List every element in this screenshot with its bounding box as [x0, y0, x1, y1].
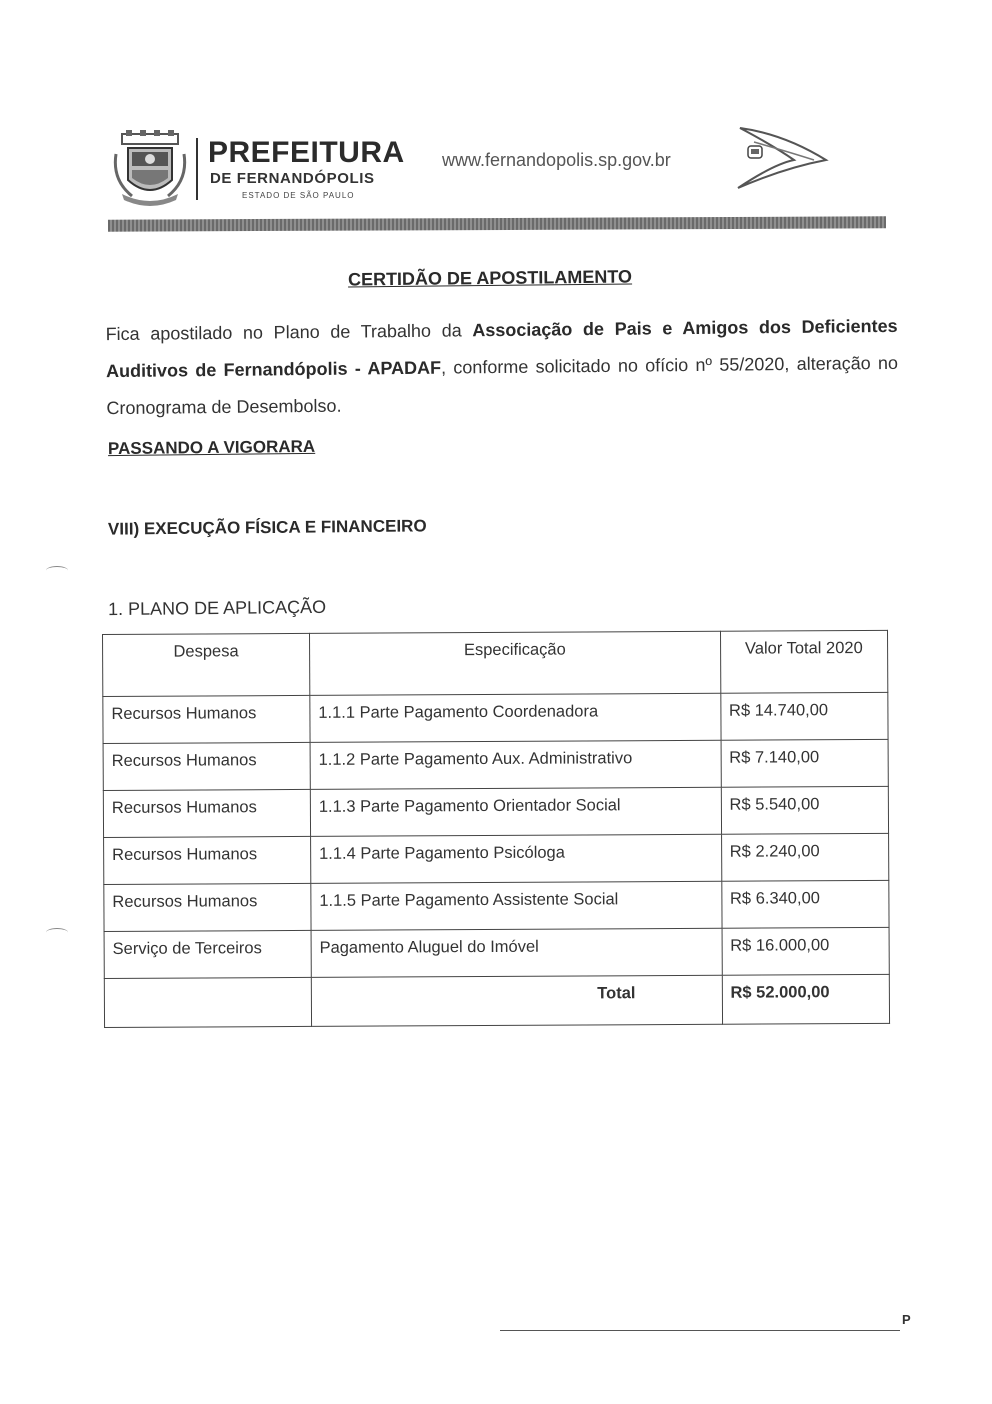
cell-despesa: Recursos Humanos [103, 789, 310, 837]
paragraph-rest: , conforme solicitado no ofício nº 55/2020, alteração no Cronograma de Desembolso. [106, 352, 899, 419]
cell-especificacao: 1.1.1 Parte Pagamento Coordenadora [310, 693, 721, 742]
cell-empty [104, 977, 311, 1027]
plan-heading: 1. PLANO DE APLICAÇÃO [107, 596, 327, 620]
cell-valor: R$ 16.000,00 [722, 927, 890, 975]
cell-valor: R$ 6.340,00 [721, 880, 889, 928]
cell-despesa: Recursos Humanos [104, 883, 311, 931]
table-row [104, 927, 889, 978]
cell-despesa: Recursos Humanos [104, 836, 311, 884]
cell-especificacao: 1.1.4 Parte Pagamento Psicóloga [310, 834, 721, 883]
cell-despesa: Serviço de Terceiros [104, 930, 311, 978]
margin-mark [46, 566, 68, 575]
column-header-especificacao: Especificação [309, 631, 720, 695]
cell-especificacao: 1.1.5 Parte Pagamento Assistente Social [311, 881, 722, 930]
arrow-logo-icon [734, 124, 830, 194]
cell-despesa: Recursos Humanos [103, 742, 310, 790]
document-title: CERTIDÃO DE APOSTILAMENTO [347, 266, 633, 290]
cell-despesa: Recursos Humanos [103, 695, 310, 743]
application-plan-table [102, 630, 890, 1028]
footer-mark: P [902, 1312, 911, 1327]
total-label: Total [311, 975, 722, 1026]
cell-especificacao: Pagamento Aluguel do Imóvel [311, 928, 722, 977]
website-url: www.fernandopolis.sp.gov.br [442, 150, 671, 170]
cell-especificacao: 1.1.2 Parte Pagamento Aux. Administrativo [310, 740, 721, 789]
table-row [103, 786, 888, 837]
section-heading: VIII) EXECUÇÃO FÍSICA E FINANCEIRO [107, 516, 427, 539]
table-row [104, 880, 889, 931]
cell-valor: R$ 2.240,00 [721, 833, 889, 881]
column-header-valor: Valor Total 2020 [720, 630, 888, 693]
margin-mark [46, 928, 68, 937]
paragraph-intro: Fica apostilado no Plano de Trabalho da [105, 320, 473, 345]
intro-paragraph [105, 308, 898, 427]
city-crest-icon [112, 130, 188, 208]
paragraph-entity: Associação de Pais e Amigos dos Deficientes Auditivos de Fernandópolis - APADAF [105, 315, 898, 382]
cell-valor: R$ 5.540,00 [721, 786, 889, 834]
cell-valor: R$ 7.140,00 [721, 739, 889, 787]
table-row [103, 739, 888, 790]
footer-rule [500, 1330, 900, 1331]
table-header-row [103, 630, 888, 696]
header-divider-rule [108, 216, 886, 231]
brand-subtitle: DE FERNANDÓPOLIS [210, 170, 375, 187]
brand-state: ESTADO DE SÃO PAULO [242, 191, 355, 200]
brand-title: PREFEITURA [208, 136, 405, 169]
column-header-despesa: Despesa [103, 633, 310, 696]
table-total-row [104, 974, 889, 1027]
table-row [103, 692, 888, 743]
total-value: R$ 52.000,00 [722, 974, 890, 1024]
header-divider [196, 138, 198, 200]
cell-valor: R$ 14.740,00 [720, 692, 888, 740]
table-row [104, 833, 889, 884]
cell-especificacao: 1.1.3 Parte Pagamento Orientador Social [310, 787, 721, 836]
passing-heading: PASSANDO A VIGORARA [107, 436, 316, 459]
